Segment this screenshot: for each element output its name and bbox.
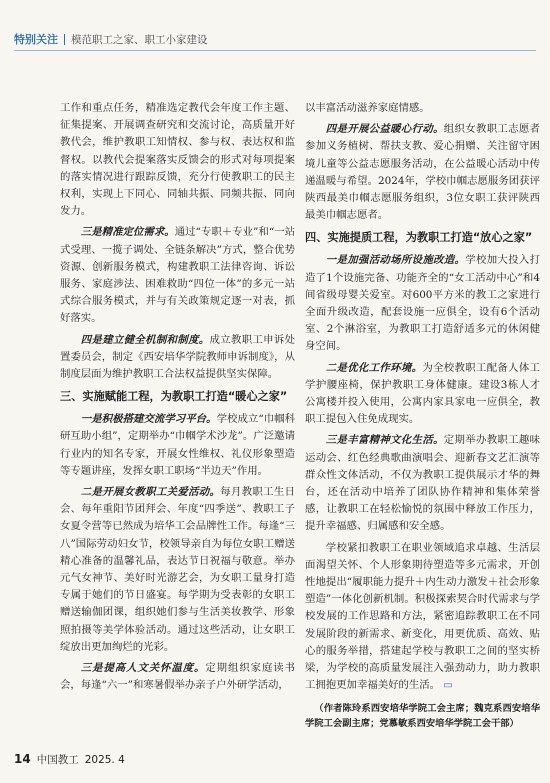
paragraph-text: 为全校教职工配备人体工学护腰座椅，保护教职工身体健康。建设3栋人才公寓楼并投入使用，公寓内家具家电一应俱全，教职工提包入住免成现实。 — [305, 361, 541, 426]
page-footer — [14, 752, 125, 767]
paragraph — [305, 360, 540, 429]
paragraph-text: 成立教职工申诉处置委员会，制定《西安培华学院教师申诉制度》，从制度层面为维护教职工合法权益提供坚实保障。 — [60, 333, 296, 381]
paragraph-lead: 二是开展女教职工关爱活动。 — [80, 486, 221, 499]
left-column — [60, 100, 295, 699]
paragraph-text: 通过“专职＋专业”和“一站式受理、一揽子调处、全链条解决”方式，整合优势资源、创新服务模式，构建教职工法律咨询、诉讼服务、家庭涉法、困难救助“四位一体”的多元一站式综合服务模式，并与有关政策规定逐一对表，抓好落实。 — [60, 226, 296, 325]
paragraph — [305, 540, 540, 695]
paragraph-text: 定期组织家庭读书会，每逢“六一”和寒暑假举办亲子户外研学活动， — [60, 662, 296, 692]
paragraph-lead: 一是积极搭建交流学习平台。 — [80, 413, 217, 426]
paragraph-lead: 二是优化工作环境。 — [325, 361, 423, 374]
paragraph — [60, 660, 295, 694]
paragraph — [60, 224, 295, 327]
paragraph-lead: 三是丰富精神文化生活。 — [325, 434, 444, 447]
paragraph-text: 组织女教职工志愿者参加义务植树、帮扶支教、爱心捐赠、关注留守困境儿童等公益志愿服务活动，在公益暖心活动中传递温暖与希望。2024年，学校巾帼志愿服务团获评陕西最美巾帼志愿服务组织，3位女职工获评陕西最美巾帼志愿者。 — [305, 123, 541, 222]
paragraph-lead: 四是建立健全机制和制度。 — [80, 333, 210, 346]
end-mark-icon: ▭ — [440, 680, 453, 692]
paragraph — [60, 332, 295, 384]
paragraph-lead: 一是加强活动场所设施改造。 — [325, 254, 466, 267]
paragraph-lead: 三是精准定位需求。 — [80, 226, 175, 239]
running-header — [14, 30, 536, 48]
author-byline: （作者陈玲系西安培华学院工会主席；魏克系西安培华学院工会副主席；党慕敏系西安培华学院工会干部） — [305, 702, 540, 729]
paragraph — [305, 252, 540, 355]
paragraph — [305, 121, 540, 224]
header-divider — [64, 34, 65, 45]
right-column — [305, 100, 540, 735]
paragraph-text: 定期举办教职工趣味运动会、红色经典歌曲演唱会、迎新春文艺汇演等群众性文体活动，不仅为教职工提供展示才华的舞台，还在活动中培养了团队协作精神和集体荣誉感，让教职工在轻松愉悦的氛围中释放工作压力，提升幸福感、归属感和安全感。 — [305, 434, 541, 533]
paragraph — [305, 432, 540, 535]
paragraph-text: 学校紧扣教职工在职业领域追求卓越、生活层面渴望关怀、个人形象期待塑造等多元需求，开创性地提出“履职能力提升＋内生动力激发＋社会形象塑造”一体化创新机制。积极探索契合时代需求与学校发展的工作思路和方法，紧密追踪教职工在不同发展阶段的新需求、新变化，用更优质、高效、贴心的服务举措，搭建起学校与教职工之间的坚实桥梁，为学校的高质量发展注入强劲动力，助力教职工拥抱更加幸福美好的生活。 — [305, 541, 540, 692]
paragraph-lead: 三是提高人文关怀温度。 — [80, 662, 206, 675]
paragraph-text: 每月教职工生日会、每年重阳节团拜会、年度“四季送”、教职工子女夏令营等已然成为培华工会品牌性工作。每逢“三八”国际劳动妇女节，校领导亲自为每位女职工赠送精心准备的温馨礼品，表达节日祝福与敬意。举办元气女神节、美好时光游艺会，为女职工量身打造专属于她们的节日盛宴。每学期为受表彰的女职工赠送输伽团课，组织她们参与生活美妆教学、形象照拍摄等美学体验活动。通过这些活动，让女职工绽放出更加绚烂的光彩。 — [60, 486, 296, 653]
page-number: 14 — [14, 752, 31, 766]
paragraph — [60, 411, 295, 480]
paragraph: 以丰富活动滋养家庭情感。 — [305, 102, 430, 114]
header-topic: 模范职工之家、职工小家建设 — [71, 33, 208, 46]
section-heading: 三、实施赋能工程，为教职工打造“暖心之家” — [60, 390, 288, 404]
header-rule — [14, 50, 536, 51]
section-heading: 四、实施提质工程，为教职工打造“放心之家” — [305, 231, 533, 245]
paragraph-text: 学校加大投入打造了1个设施完备、功能齐全的“女工活动中心”和4间省级母婴关爱室。对600平方米的教工之家进行全面升级改造，配套设施一应俱全，设有6个活动室、2个淋浴室，为教职工打造舒适多元的休闲健身空间。 — [305, 254, 541, 353]
section-label: 特别关注 — [14, 33, 58, 46]
paragraph-lead: 四是开展公益暖心行动。 — [325, 123, 444, 136]
journal-name: 中国教工 — [36, 754, 79, 766]
issue-number: 2025. 4 — [84, 754, 125, 766]
paragraph — [60, 484, 295, 656]
paragraph: 工作和重点任务，精准选定教代会年度工作主题、征集提案、开展调查研究和交流讨论，高质量开好教代会，维护教职工知情权、参与权、表达权和监督权。以教代会提案落实反馈会的形式对每项提案的落实情况进行跟踪反馈，充分行使教职工的民主权利，实现上下同心、同轴共振、同频共振、同向发力。 — [60, 102, 295, 218]
paragraph-text: 学校成立“巾帼科研互助小组”，定期举办“巾帼学术沙龙”。广泛邀请行业内的知名专家，开展女性维权、礼仪形象塑造等专题讲座，发挥女职工职场“半边天”作用。 — [60, 413, 296, 477]
